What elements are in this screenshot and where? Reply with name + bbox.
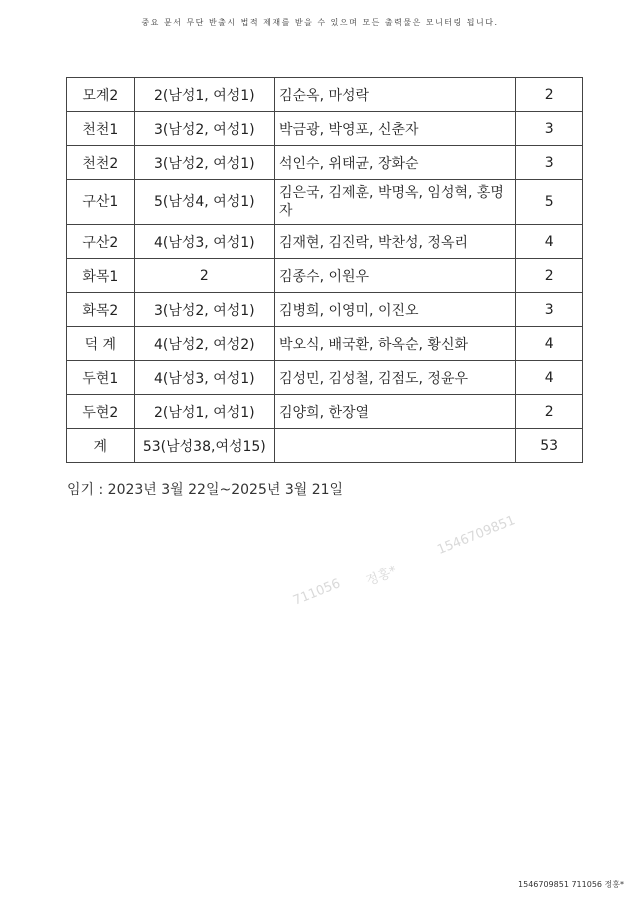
table-row (67, 112, 583, 146)
area-cell: 덕 계 (67, 327, 135, 361)
number-cell: 4 (516, 225, 583, 259)
table-row (67, 361, 583, 395)
table-row (67, 293, 583, 327)
number-cell: 2 (516, 259, 583, 293)
term-of-office: 임기 : 2023년 3월 22일~2025년 3월 21일 (67, 482, 344, 498)
names-cell: 박오식, 배국환, 하옥순, 황신화 (275, 327, 516, 361)
area-cell: 화목1 (67, 259, 135, 293)
count-cell: 2(남성1, 여성1) (134, 78, 274, 112)
names-cell: 김양희, 한장열 (275, 395, 516, 429)
names-cell: 김은국, 김제훈, 박명옥, 임성혁, 홍명자 (275, 180, 516, 225)
number-cell: 5 (516, 180, 583, 225)
number-cell: 4 (516, 361, 583, 395)
names-cell: 김재현, 김진락, 박찬성, 정옥리 (275, 225, 516, 259)
count-cell: 3(남성2, 여성1) (134, 112, 274, 146)
number-cell: 3 (516, 112, 583, 146)
names-cell: 석인수, 위태균, 장화순 (275, 146, 516, 180)
number-cell: 4 (516, 327, 583, 361)
count-cell: 4(남성3, 여성1) (134, 361, 274, 395)
count-cell: 3(남성2, 여성1) (134, 293, 274, 327)
table-row (67, 78, 583, 112)
number-cell: 3 (516, 293, 583, 327)
number-cell: 2 (516, 78, 583, 112)
count-cell: 5(남성4, 여성1) (134, 180, 274, 225)
total-row (67, 429, 583, 463)
names-cell: 김병희, 이영미, 이진오 (275, 293, 516, 327)
table-row (67, 146, 583, 180)
table-row (67, 259, 583, 293)
total-count-cell: 53(남성38,여성15) (134, 429, 274, 463)
watermark-id: 711056 (290, 576, 343, 609)
area-cell: 화목2 (67, 293, 135, 327)
watermark-name: 정홍* (364, 563, 400, 590)
area-cell: 구산2 (67, 225, 135, 259)
area-cell: 천천1 (67, 112, 135, 146)
count-cell: 4(남성2, 여성2) (134, 327, 274, 361)
area-cell: 천천2 (67, 146, 135, 180)
names-cell: 박금광, 박영포, 신춘자 (275, 112, 516, 146)
area-cell: 모계2 (67, 78, 135, 112)
area-cell: 구산1 (67, 180, 135, 225)
total-label-cell: 계 (67, 429, 135, 463)
table-row (67, 395, 583, 429)
total-number-cell: 53 (516, 429, 583, 463)
watermark-code: 1546709851 (435, 513, 518, 558)
table-row (67, 327, 583, 361)
print-footer: 1546709851 711056 정홍* (518, 880, 624, 889)
names-cell: 김순옥, 마성락 (275, 78, 516, 112)
area-cell: 두현1 (67, 361, 135, 395)
table-row (67, 180, 583, 225)
member-table (66, 77, 583, 463)
number-cell: 2 (516, 395, 583, 429)
count-cell: 3(남성2, 여성1) (134, 146, 274, 180)
names-cell: 김종수, 이원우 (275, 259, 516, 293)
total-names-cell (275, 429, 516, 463)
names-cell: 김성민, 김성철, 김점도, 정윤우 (275, 361, 516, 395)
table-row (67, 225, 583, 259)
number-cell: 3 (516, 146, 583, 180)
area-cell: 두현2 (67, 395, 135, 429)
count-cell: 4(남성3, 여성1) (134, 225, 274, 259)
security-notice: 중요 문서 무단 반출시 법적 제재를 받을 수 있으며 모든 출력물은 모니터링 됩니다. (141, 18, 499, 27)
count-cell: 2(남성1, 여성1) (134, 395, 274, 429)
count-cell: 2 (134, 259, 274, 293)
